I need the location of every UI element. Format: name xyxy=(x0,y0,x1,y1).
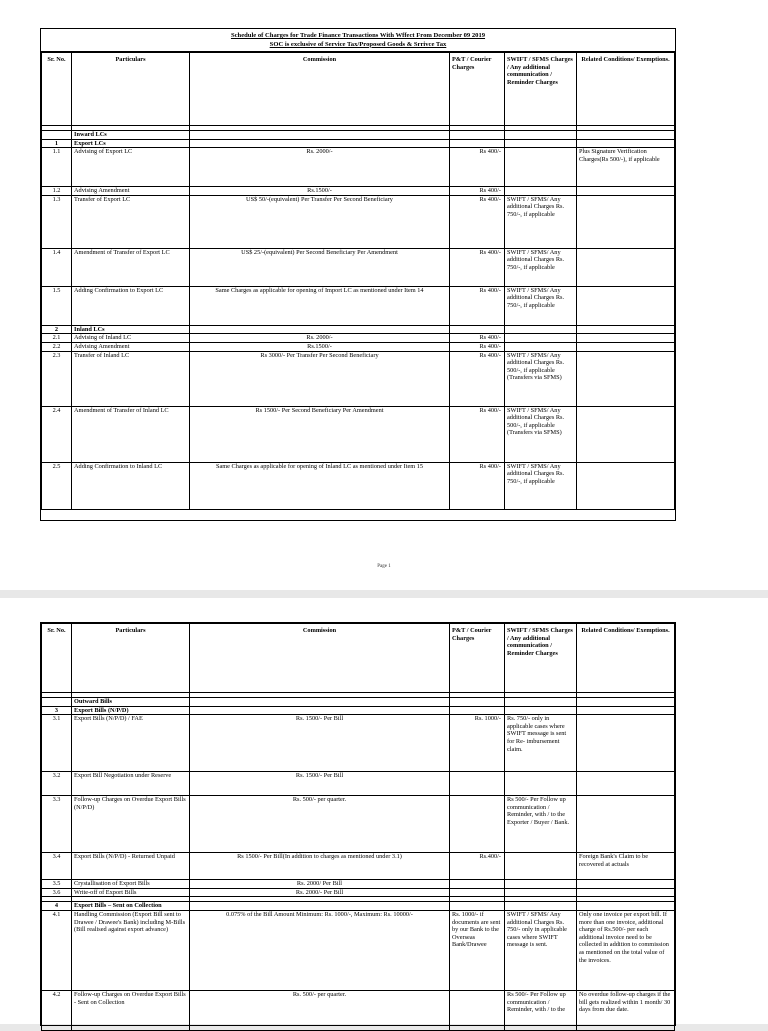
table-row xyxy=(42,880,675,889)
row-conditions xyxy=(577,334,675,343)
row-particulars: Follow-up Charges on Overdue Export Bills (N/P/D) xyxy=(72,796,190,853)
row-commission: Rs. 500/- per quarter. xyxy=(190,990,450,1030)
table-row xyxy=(42,195,675,248)
page-number: Page 1 xyxy=(377,564,391,569)
header-conditions: Related Conditions/ Exemptions. xyxy=(577,624,675,693)
row-courier: Rs 400/- xyxy=(450,406,505,462)
row-particulars: Transfer of Inland LC xyxy=(72,351,190,406)
row-particulars: Adding Confirmation to Inland LC xyxy=(72,462,190,509)
row-courier: Rs. 1000/- if documents are sent by our Bank to the Overseas Bank/Drawee xyxy=(450,910,505,990)
charges-sheet-page-1 xyxy=(40,28,676,521)
row-courier: Rs 400/- xyxy=(450,462,505,509)
section-row xyxy=(42,902,675,911)
table-row xyxy=(42,715,675,772)
row-particulars: Amendment of Transfer of Export LC xyxy=(72,248,190,286)
table-row xyxy=(42,910,675,990)
group-row xyxy=(42,131,675,140)
row-conditions xyxy=(577,342,675,351)
row-commission: Same Charges as applicable for opening of Import LC as mentioned under Item 14 xyxy=(190,286,450,325)
table-row xyxy=(42,406,675,462)
header-commission: Commission xyxy=(190,624,450,693)
group-row xyxy=(42,698,675,707)
table-row xyxy=(42,248,675,286)
row-particulars: Export Bill Negotiation under Reserve xyxy=(72,772,190,796)
row-courier: Rs 400/- xyxy=(450,351,505,406)
section-title: Export LCs xyxy=(72,139,190,148)
table-row xyxy=(42,990,675,1030)
charges-table-page-2 xyxy=(41,623,675,1031)
row-particulars: Advising of Inland LC xyxy=(72,334,190,343)
row-swift xyxy=(505,772,577,796)
row-commission: Rs. 500/- per quarter. xyxy=(190,796,450,853)
row-commission: Rs. 2000/- xyxy=(190,334,450,343)
row-swift: SWIFT / SFMS/ Any additional Charges Rs. 750/- only in applicable cases where SWIFT message is sent. xyxy=(505,910,577,990)
section-row xyxy=(42,325,675,334)
row-sr: 2.1 xyxy=(42,334,72,343)
row-conditions xyxy=(577,248,675,286)
row-particulars: Write-off of Export Bills xyxy=(72,888,190,897)
table-row xyxy=(42,286,675,325)
table-row xyxy=(42,148,675,187)
row-commission: Rs. 2000/ Per Bill xyxy=(190,880,450,889)
row-conditions xyxy=(577,462,675,509)
row-commission: Same Charges as applicable for opening of Inland LC as mentioned under Item 15 xyxy=(190,462,450,509)
group-title: Outward Bills xyxy=(72,698,190,707)
row-courier: Rs 400/- xyxy=(450,286,505,325)
table-row xyxy=(42,888,675,897)
row-courier xyxy=(450,888,505,897)
row-swift xyxy=(505,148,577,187)
charges-table-page-1 xyxy=(41,52,675,510)
row-courier xyxy=(450,990,505,1030)
section-number: 2 xyxy=(42,325,72,334)
section-row xyxy=(42,706,675,715)
row-sr: 2.3 xyxy=(42,351,72,406)
row-swift xyxy=(505,334,577,343)
row-courier: Rs 400/- xyxy=(450,187,505,196)
header-swift: SWIFT / SFMS Charges / Any additional communication / Reminder Charges xyxy=(505,624,577,693)
document-title-block xyxy=(41,29,675,52)
row-particulars: Advising of Export LC xyxy=(72,148,190,187)
row-sr: 3.5 xyxy=(42,880,72,889)
row-swift: Rs. 750/- only in applicable cases where SWIFT message is sent for Re- imbursement claim. xyxy=(505,715,577,772)
row-particulars: Export Bills (N/P/D) / FAE xyxy=(72,715,190,772)
row-swift: SWIFT / SFMS/ Any additional Charges Rs. 750/-, if applicable xyxy=(505,195,577,248)
table-header-row xyxy=(42,624,675,693)
row-courier: Rs 400/- xyxy=(450,248,505,286)
row-courier: Rs 400/- xyxy=(450,195,505,248)
row-conditions xyxy=(577,796,675,853)
header-sr-no: Sr. No. xyxy=(42,53,72,126)
row-commission: Rs. 2000/- Per Bill xyxy=(190,888,450,897)
header-particulars: Particulars xyxy=(72,624,190,693)
row-commission: Rs.1500/- xyxy=(190,187,450,196)
section-title: Inland LCs xyxy=(72,325,190,334)
row-conditions xyxy=(577,195,675,248)
table-row xyxy=(42,187,675,196)
header-courier: P&T / Courier Charges xyxy=(450,624,505,693)
row-swift: Rs 500/- Per Follow up communication / Reminder, with / to the xyxy=(505,990,577,1030)
row-sr: 3.2 xyxy=(42,772,72,796)
row-sr: 4.2 xyxy=(42,990,72,1030)
row-particulars: Transfer of Export LC xyxy=(72,195,190,248)
row-courier: Rs 400/- xyxy=(450,342,505,351)
row-courier: Rs 400/- xyxy=(450,334,505,343)
row-conditions xyxy=(577,286,675,325)
row-sr: 2.5 xyxy=(42,462,72,509)
row-swift xyxy=(505,880,577,889)
row-sr: 3.3 xyxy=(42,796,72,853)
section-number: 4 xyxy=(42,902,72,911)
row-commission: 0.075% of the Bill Amount Minimum: Rs. 1000/-, Maximum: Rs. 10000/- xyxy=(190,910,450,990)
row-conditions xyxy=(577,772,675,796)
row-particulars: Adding Confirmation to Export LC xyxy=(72,286,190,325)
row-sr: 1.1 xyxy=(42,148,72,187)
charges-sheet-page-2 xyxy=(40,622,676,1026)
row-conditions xyxy=(577,880,675,889)
row-courier xyxy=(450,772,505,796)
table-header-row xyxy=(42,53,675,126)
row-commission: Rs 1500/- Per Second Beneficiary Per Amendment xyxy=(190,406,450,462)
header-commission: Commission xyxy=(190,53,450,126)
row-commission: Rs. 1500/- Per Bill xyxy=(190,772,450,796)
row-sr: 3.1 xyxy=(42,715,72,772)
row-sr: 2.4 xyxy=(42,406,72,462)
table-row xyxy=(42,351,675,406)
row-conditions xyxy=(577,888,675,897)
header-sr-no: Sr. No. xyxy=(42,624,72,693)
row-sr: 2.2 xyxy=(42,342,72,351)
section-number: 1 xyxy=(42,139,72,148)
row-conditions xyxy=(577,715,675,772)
row-swift: SWIFT / SFMS/ Any additional Charges Rs. 750/-, if applicable xyxy=(505,286,577,325)
row-courier: Rs. 1000/- xyxy=(450,715,505,772)
row-commission: US$ 50/-(equivalent) Per Transfer Per Second Beneficiary xyxy=(190,195,450,248)
row-particulars: Handling Commission (Export Bill sent to Drawee / Drawee's Bank) including M-Bills (Bill realised against export advance) xyxy=(72,910,190,990)
row-conditions: Foreign Bank's Claim to be recovered at actuals xyxy=(577,853,675,880)
row-commission: Rs 3000/- Per Transfer Per Second Beneficiary xyxy=(190,351,450,406)
row-conditions xyxy=(577,406,675,462)
table-row xyxy=(42,796,675,853)
page-2 xyxy=(0,598,768,1024)
row-sr: 1.4 xyxy=(42,248,72,286)
table-row xyxy=(42,772,675,796)
row-courier: Rs 400/- xyxy=(450,148,505,187)
row-swift: SWIFT / SFMS/ Any additional Charges Rs. 750/-, if applicable xyxy=(505,462,577,509)
row-conditions xyxy=(577,351,675,406)
row-swift xyxy=(505,187,577,196)
row-particulars: Amendment of Transfer of Inland LC xyxy=(72,406,190,462)
row-swift: SWIFT / SFMS/ Any additional Charges Rs. 500/-, if applicable (Transfers via SFMS) xyxy=(505,351,577,406)
row-commission: Rs 1500/- Per Bill(In addition to charges as mentioned under 3.1) xyxy=(190,853,450,880)
row-courier xyxy=(450,796,505,853)
row-sr: 1.3 xyxy=(42,195,72,248)
header-conditions: Related Conditions/ Exemptions. xyxy=(577,53,675,126)
row-sr: 3.4 xyxy=(42,853,72,880)
row-swift xyxy=(505,888,577,897)
row-conditions: Only one invoice per export bill. If more than one invoice, additional charge of Rs.500/- per each additional invoice need to be collected in addition to commission as mentioned on the total value of the invoices. xyxy=(577,910,675,990)
row-particulars: Advising Amendment xyxy=(72,342,190,351)
table-row xyxy=(42,853,675,880)
row-courier xyxy=(450,880,505,889)
row-particulars: Follow-up Charges on Overdue Export Bills - Sent on Collection xyxy=(72,990,190,1030)
header-courier: P&T / Courier Charges xyxy=(450,53,505,126)
document-subtitle: SOC is exclusive of Service Tax/Proposed Goods & Srrivce Tax xyxy=(269,40,447,48)
section-number: 3 xyxy=(42,706,72,715)
table-row xyxy=(42,334,675,343)
row-commission: Rs. 2000/- xyxy=(190,148,450,187)
row-courier: Rs.400/- xyxy=(450,853,505,880)
section-title: Export Bills – Sent on Collection xyxy=(72,902,190,911)
row-sr: 3.6 xyxy=(42,888,72,897)
section-row xyxy=(42,139,675,148)
row-particulars: Crystallisation of Export Bills xyxy=(72,880,190,889)
header-particulars: Particulars xyxy=(72,53,190,126)
table-row xyxy=(42,342,675,351)
row-conditions: No overdue follow-up charges if the bill gets realized within 1 month/ 30 days from due date. xyxy=(577,990,675,1030)
document-title: Schedule of Charges for Trade Finance Transactions With Wffect From December 09 2019 xyxy=(230,32,486,39)
header-swift: SWIFT / SFMS Charges / Any additional communication / Reminder Charges xyxy=(505,53,577,126)
row-particulars: Advising Amendment xyxy=(72,187,190,196)
row-swift: Rs 500/- Per Follow up communication / Reminder, with / to the Exporter / Buyer / Bank. xyxy=(505,796,577,853)
row-swift xyxy=(505,342,577,351)
row-commission: Rs. 1500/- Per Bill xyxy=(190,715,450,772)
row-sr: 4.1 xyxy=(42,910,72,990)
row-commission: US$ 25/-(equivalent) Per Second Beneficiary Per Amendment xyxy=(190,248,450,286)
row-swift: SWIFT / SFMS/ Any additional Charges Rs. 750/-, if applicable xyxy=(505,248,577,286)
row-commission: Rs.1500/- xyxy=(190,342,450,351)
row-particulars: Export Bills (N/P/D) - Returned Unpaid xyxy=(72,853,190,880)
row-swift xyxy=(505,853,577,880)
group-title: Inward LCs xyxy=(72,131,190,140)
row-conditions xyxy=(577,187,675,196)
section-title: Export Bills (N/P/D) xyxy=(72,706,190,715)
row-sr: 1.2 xyxy=(42,187,72,196)
row-conditions: Plus Signature Verification Charges(Rs 500/-), if applicable xyxy=(577,148,675,187)
row-swift: SWIFT / SFMS/ Any additional Charges Rs. 500/-, if applicable (Transfers via SFMS) xyxy=(505,406,577,462)
row-sr: 1.5 xyxy=(42,286,72,325)
table-row xyxy=(42,462,675,509)
